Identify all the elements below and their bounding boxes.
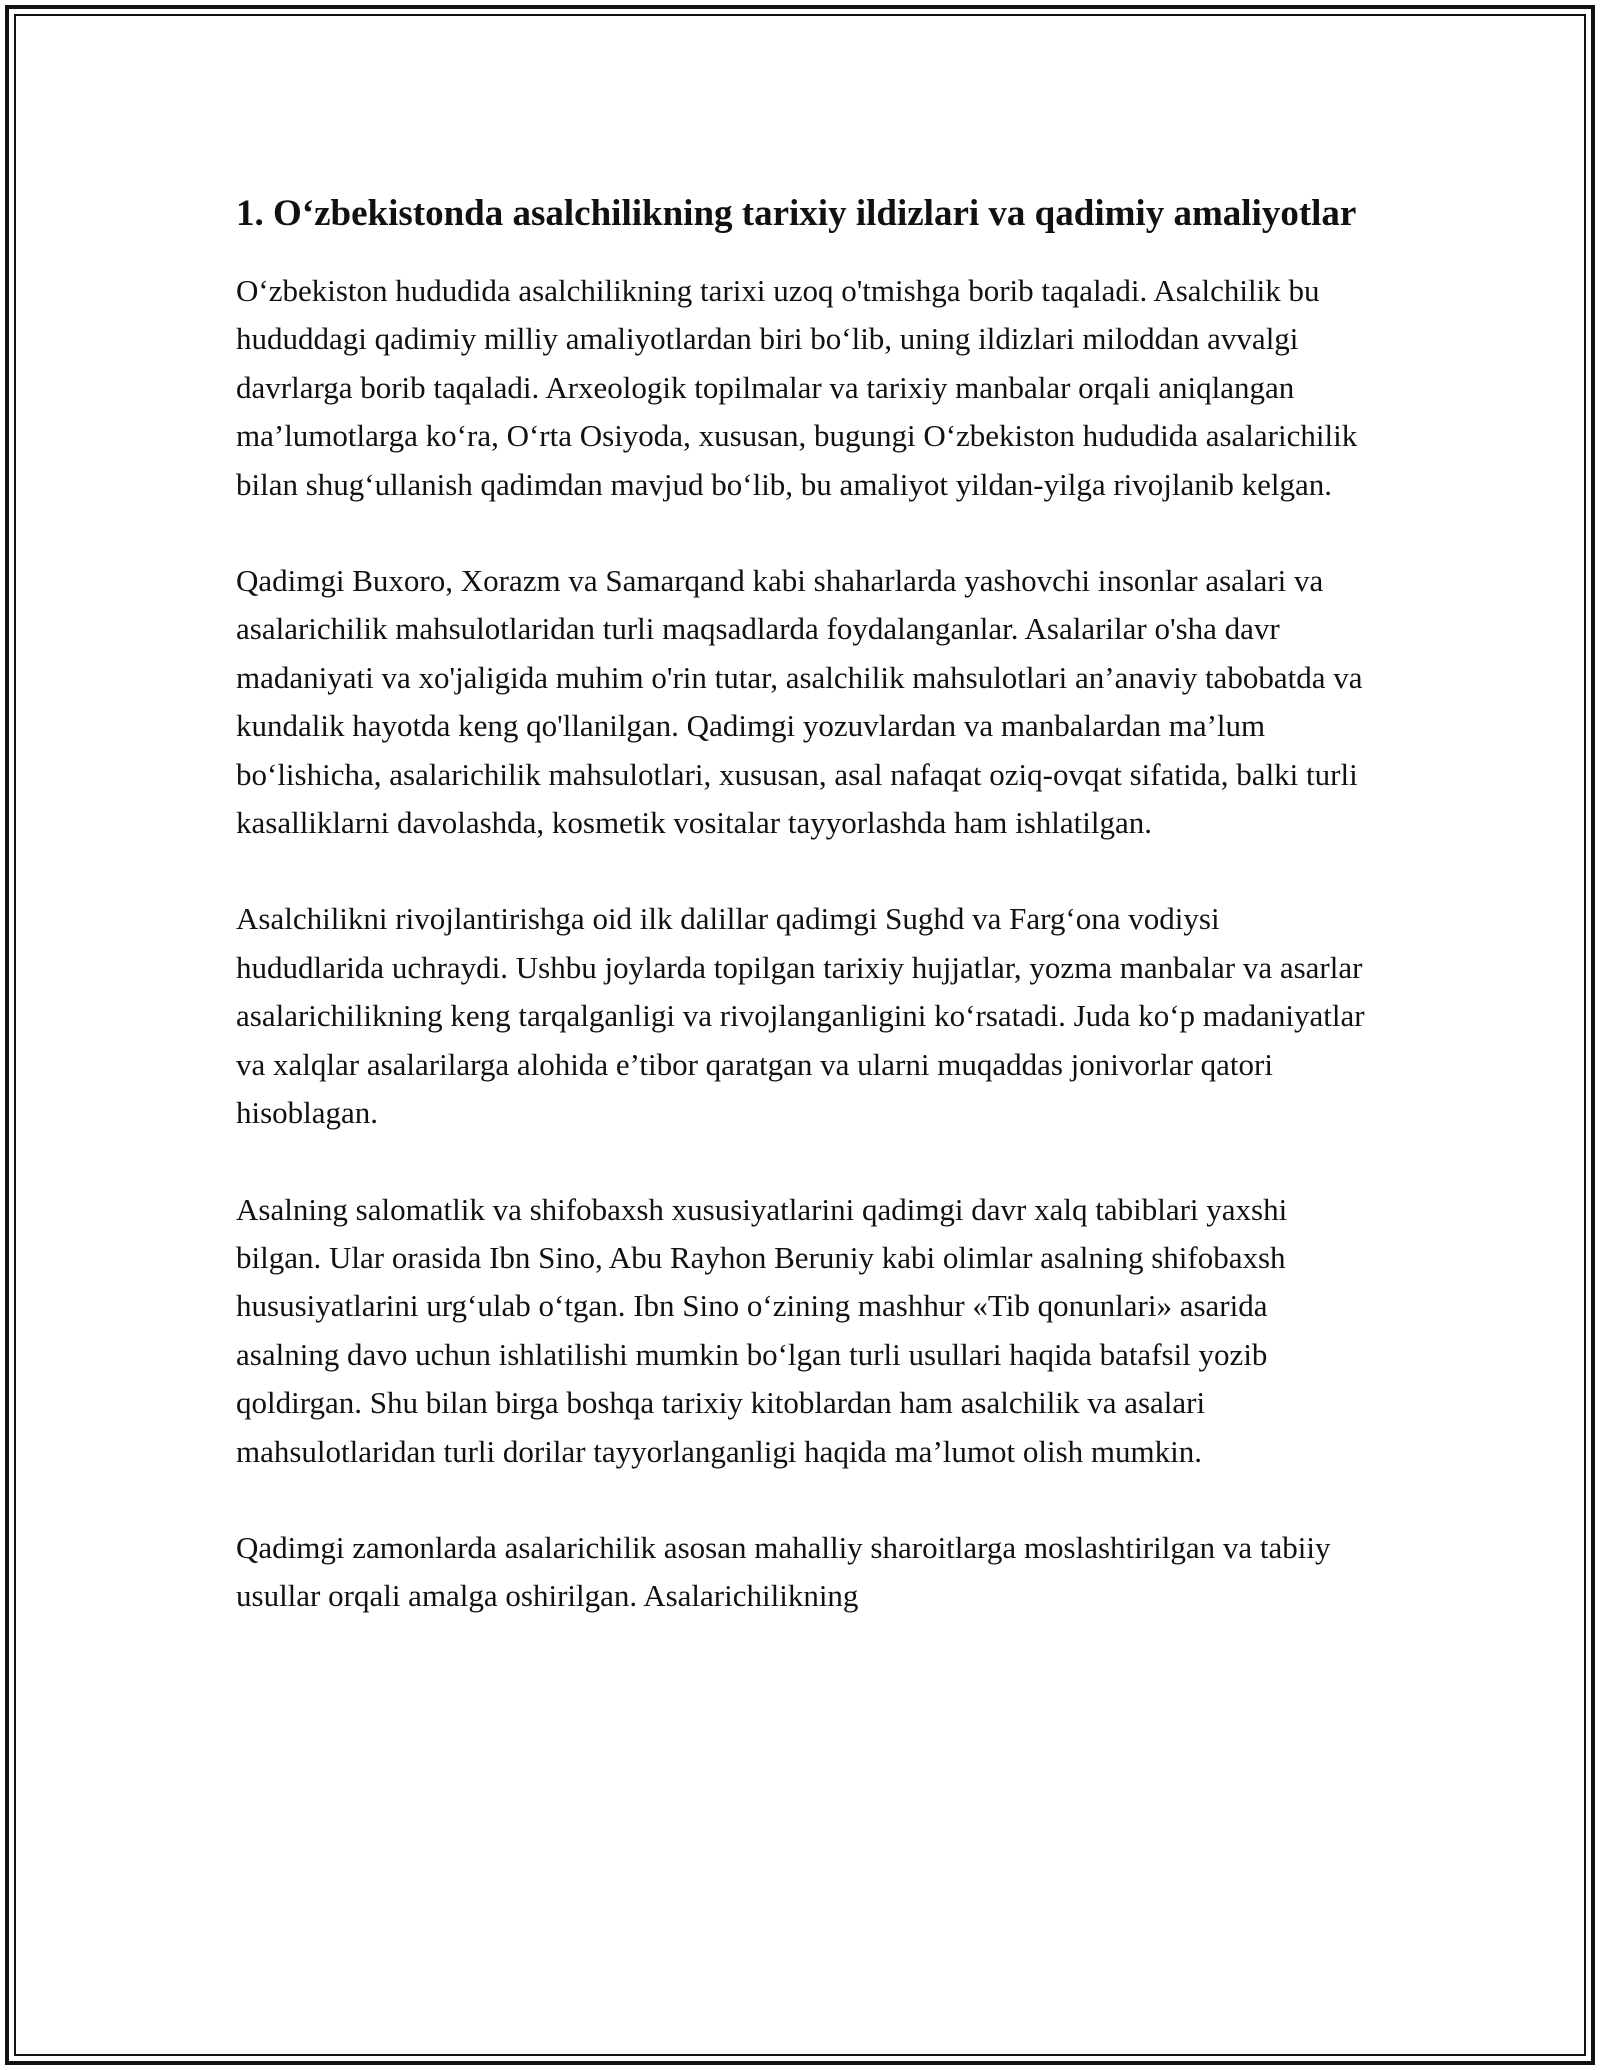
- paragraph-3: Asalchilikni rivojlantirishga oid ilk dalillar qadimgi Sughd va Farg‘ona vodiysi hududlarida uchraydi. Ushbu joylarda topilgan tarixiy hujjatlar, yozma manbalar va asarlar asalarichilikning keng tarqalganligi va rivojlanganligini ko‘rsatadi. Juda ko‘p madaniyatlar va xalqlar asalarilarga alohida e’tibor qaratgan va ularni muqaddas jonivorlar qatori hisoblagan.: [236, 901, 1365, 1131]
- paragraph-5: Qadimgi zamonlarda asalarichilik asosan mahalliy sharoitlarga moslashtirilgan va tabiiy usullar orqali amalga oshirilgan. Asalarichilikning: [236, 1529, 1331, 1614]
- paragraph-4: Asalning salomatlik va shifobaxsh xususiyatlarini qadimgi davr xalq tabiblari yaxshi bilgan. Ular orasida Ibn Sino, Abu Rayhon Beruniy kabi olimlar asalning shifobaxsh hususiyatlarini urg‘ulab o‘tgan. Ibn Sino o‘zining mashhur «Tib qonunlari» asarida asalning davo uchun ishlatilishi mumkin bo‘lgan turli usullari haqida batafsil yozib qoldirgan. Shu bilan birga boshqa tarixiy kitoblardan ham asalchilik va asalari mahsulotlaridan turli dorilar tayyorlanganligi haqida ma’lumot olish mumkin.: [236, 1191, 1288, 1469]
- paragraph-2: Qadimgi Buxoro, Xorazm va Samarqand kabi shaharlarda yashovchi insonlar asalari va asalarichilik mahsulotlaridan turli maqsadlarda foydalanganlar. Asalarilar o'sha davr madaniyati va xo'jaligida muhim o'rin tutar, asalchilik mahsulotlari an’anaviy tabobatda va kundalik hayotda keng qo'llanilgan. Qadimgi yozuvlardan va manbalardan ma’lum bo‘lishicha, asalarichilik mahsulotlari, xususan, asal nafaqat oziq-ovqat sifatida, balki turli kasalliklarni davolashda, kosmetik vositalar tayyorlashda ham ishlatilgan.: [236, 563, 1363, 841]
- section-heading: 1. O‘zbekistonda asalchilikning tarixiy ildizlari va qadimiy amaliyotlar: [236, 193, 1357, 234]
- document-body: [236, 186, 1366, 1621]
- paragraph-1: O‘zbekiston hududida asalchilikning tarixi uzoq o'tmishga borib taqaladi. Asalchilik bu hududdagi qadimiy milliy amaliyotlardan biri bo‘lib, uning ildizlari miloddan avvalgi davrlarga borib taqaladi. Arxeologik topilmalar va tarixiy manbalar orqali aniqlangan ma’lumotlarga ko‘ra, O‘rta Osiyoda, xususan, bugungi O‘zbekiston hududida asalarichilik bilan shug‘ullanish qadimdan mavjud bo‘lib, bu amaliyot yildan-yilga rivojlanib kelgan.: [236, 273, 1358, 502]
